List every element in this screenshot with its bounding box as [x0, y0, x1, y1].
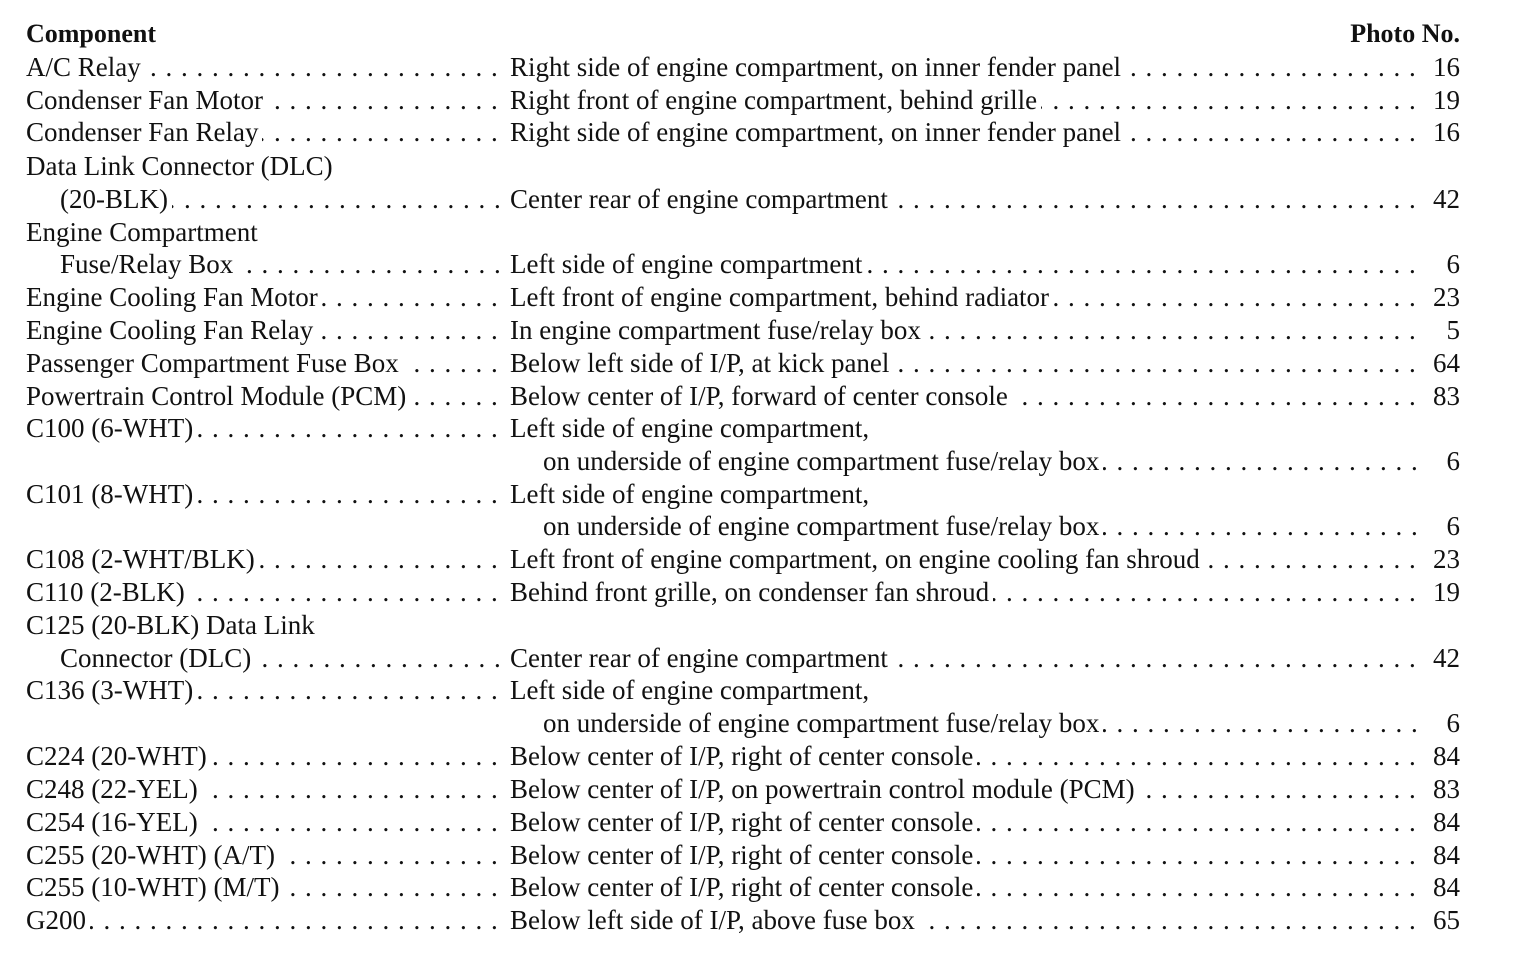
table-row: [0, 347, 1520, 379]
table-row: [0, 773, 1520, 805]
component-location: Right side of engine compartment, on inner fender panel . . .: [510, 51, 1416, 83]
component-name: Data Link Connector (DLC): [26, 151, 333, 181]
table-row: [0, 51, 1520, 83]
table-row: [0, 216, 1520, 248]
component-name: Passenger Compartment Fuse Box . . .: [26, 347, 502, 379]
photo-number: 16: [1416, 51, 1460, 83]
component-name: C110 (2-BLK) . . .: [26, 576, 502, 608]
component-location: Below left side of I/P, above fuse box . . .: [510, 904, 1416, 936]
component-name: (20-BLK) . . .: [60, 183, 502, 215]
table-row: [0, 510, 1520, 542]
table-row: [0, 478, 1520, 510]
component-name: C125 (20-BLK) Data Link: [26, 610, 315, 640]
component-location: Left side of engine compartment,: [510, 479, 870, 509]
table-row: [0, 543, 1520, 575]
table-row: [0, 445, 1520, 477]
component-name: C224 (20-WHT) . . .: [26, 740, 502, 772]
photo-number: 23: [1416, 281, 1460, 313]
component-location: Below center of I/P, right of center console . . .: [510, 839, 1416, 871]
component-name: Engine Cooling Fan Relay . . .: [26, 314, 502, 346]
component-location: Behind front grille, on condenser fan shroud . . .: [510, 576, 1416, 608]
photo-number: 84: [1416, 871, 1460, 903]
table-row: [0, 674, 1520, 706]
table-row: [0, 380, 1520, 412]
component-name: Condenser Fan Motor . . .: [26, 84, 502, 116]
component-name: C255 (20-WHT) (A/T) . . .: [26, 839, 502, 871]
table-row: [0, 576, 1520, 608]
component-location: on underside of engine compartment fuse/relay box . . .: [543, 445, 1416, 477]
photo-number: 65: [1416, 904, 1460, 936]
table-row: [0, 84, 1520, 116]
component-name: C254 (16-YEL) . . .: [26, 806, 502, 838]
photo-number: 23: [1416, 543, 1460, 575]
component-location: Left front of engine compartment, on engine cooling fan shroud . . .: [510, 543, 1416, 575]
photo-number: 6: [1416, 707, 1460, 739]
table-row: [0, 150, 1520, 182]
table-row: [0, 904, 1520, 936]
photo-number: 19: [1416, 576, 1460, 608]
component-name: Engine Cooling Fan Motor . . .: [26, 281, 502, 313]
component-location: Below center of I/P, forward of center console . . .: [510, 380, 1416, 412]
table-row: [0, 642, 1520, 674]
photo-number: 84: [1416, 806, 1460, 838]
component-location: Below center of I/P, right of center console . . .: [510, 871, 1416, 903]
table-row: [0, 609, 1520, 641]
component-name: C248 (22-YEL) . . .: [26, 773, 502, 805]
component-location: on underside of engine compartment fuse/relay box . . .: [543, 510, 1416, 542]
component-name: C108 (2-WHT/BLK) . . .: [26, 543, 502, 575]
component-name: Connector (DLC) . . .: [60, 642, 502, 674]
table-row: [0, 806, 1520, 838]
component-name: G200 . . .: [26, 904, 502, 936]
photo-number: 83: [1416, 773, 1460, 805]
table-row: [0, 871, 1520, 903]
component-location: Left side of engine compartment,: [510, 675, 870, 705]
component-name: C100 (6-WHT) . . .: [26, 412, 502, 444]
component-location: In engine compartment fuse/relay box . . .: [510, 314, 1416, 346]
component-location: Below left side of I/P, at kick panel . . .: [510, 347, 1416, 379]
component-location: Right front of engine compartment, behind grille . . .: [510, 84, 1416, 116]
table-row: [0, 707, 1520, 739]
photo-number: 16: [1416, 116, 1460, 148]
component-name: C136 (3-WHT) . . .: [26, 674, 502, 706]
component-location: Below center of I/P, right of center console . . .: [510, 740, 1416, 772]
table-row: [0, 412, 1520, 444]
table-row: [0, 248, 1520, 280]
photo-number: 42: [1416, 183, 1460, 215]
component-name: C101 (8-WHT) . . .: [26, 478, 502, 510]
component-location: Left front of engine compartment, behind radiator . . .: [510, 281, 1416, 313]
component-location: Center rear of engine compartment . . .: [510, 642, 1416, 674]
table-row: [0, 183, 1520, 215]
component-location: Left side of engine compartment . . .: [510, 248, 1416, 280]
component-name: Condenser Fan Relay . . .: [26, 116, 502, 148]
table-row: [0, 839, 1520, 871]
component-location: Center rear of engine compartment . . .: [510, 183, 1416, 215]
photo-number: 42: [1416, 642, 1460, 674]
table-row: [0, 740, 1520, 772]
table-row: [0, 314, 1520, 346]
photo-number: 6: [1416, 248, 1460, 280]
component-location: Left side of engine compartment,: [510, 413, 870, 443]
component-column-header: Component: [26, 19, 157, 48]
photo-number: 6: [1416, 445, 1460, 477]
component-name: Powertrain Control Module (PCM) . . .: [26, 380, 502, 412]
component-location: on underside of engine compartment fuse/relay box . . .: [543, 707, 1416, 739]
component-name: C255 (10-WHT) (M/T) . . .: [26, 871, 502, 903]
table-header: [0, 18, 1520, 50]
component-name: A/C Relay . . .: [26, 51, 502, 83]
photo-number: 5: [1416, 314, 1460, 346]
photo-number: 84: [1416, 740, 1460, 772]
component-location: Below center of I/P, right of center console . . .: [510, 806, 1416, 838]
component-name: Engine Compartment: [26, 217, 258, 247]
photo-number: 84: [1416, 839, 1460, 871]
photo-number: 6: [1416, 510, 1460, 542]
component-location: Below center of I/P, on powertrain control module (PCM) . . .: [510, 773, 1416, 805]
table-row: [0, 116, 1520, 148]
photo-number: 83: [1416, 380, 1460, 412]
component-name: Fuse/Relay Box . . .: [60, 248, 502, 280]
photo-number: 64: [1416, 347, 1460, 379]
component-location: Right side of engine compartment, on inner fender panel . . .: [510, 116, 1416, 148]
photo-no-column-header: Photo No.: [1300, 18, 1460, 50]
table-row: [0, 281, 1520, 313]
photo-number: 19: [1416, 84, 1460, 116]
